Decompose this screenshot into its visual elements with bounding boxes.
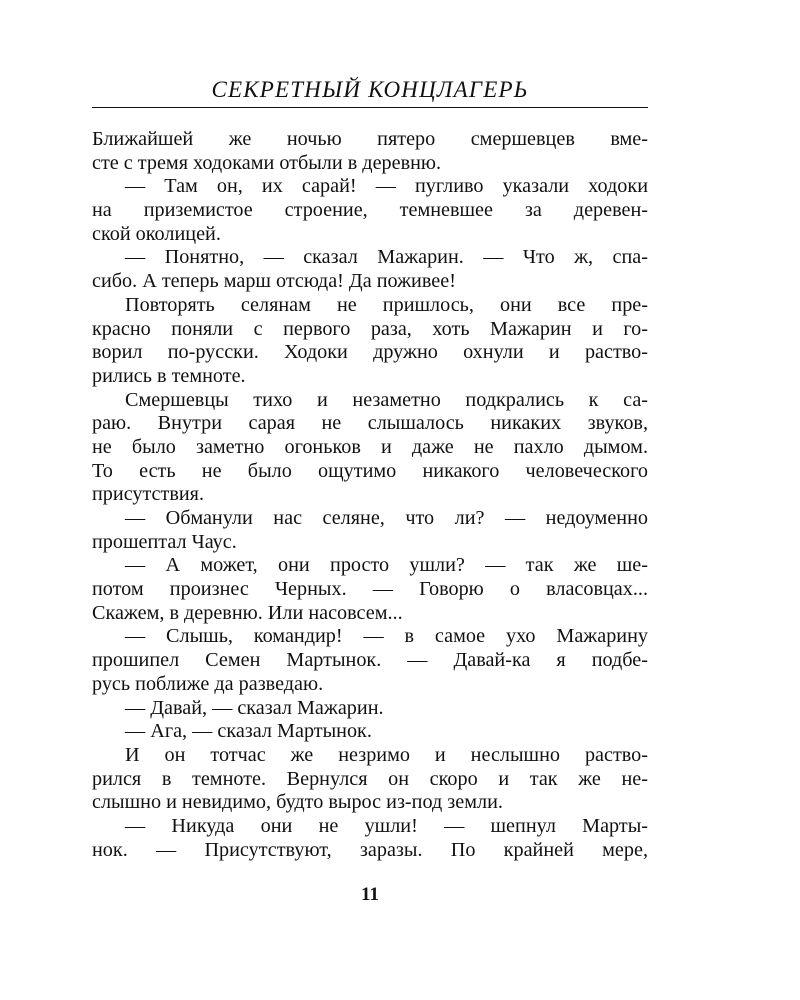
text-line: рился в темноте. Вернулся он скоро и так же не- (92, 767, 648, 790)
text-line: — Слышь, командир! — в самое ухо Мажарину (125, 625, 648, 648)
text-line: раю. Внутри сарая не слышалось никаких звуков, (92, 412, 648, 435)
text-line: сибо. А теперь марш отсюда! Да поживее! (92, 270, 456, 293)
text-line: Ближайшей же ночью пятеро смершевцев вме- (92, 128, 648, 150)
text-line: — Давай, — сказал Мажарин. (125, 696, 384, 719)
running-header: СЕКРЕТНЫЙ КОНЦЛАГЕРЬ (211, 77, 529, 102)
text-line: — Там он, их сарай! — пугливо указали ходоки (125, 175, 648, 198)
text-line: — Ага, — сказал Мартынок. (125, 720, 372, 743)
text-line: присутствия. (92, 483, 205, 506)
text-line: потом произнес Черных. — Говорю о власовцах... (92, 578, 648, 601)
text-line: прошипел Семен Мартынок. — Давай-ка я подбе- (92, 649, 648, 672)
text-line: русь поближе да разведаю. (92, 672, 324, 695)
text-line: Смершевцы тихо и незаметно подкрались к са- (125, 388, 648, 411)
text-line: — Понятно, — сказал Мажарин. — Что ж, спа- (125, 246, 648, 269)
text-line: ской околицей. (92, 222, 221, 245)
text-line: нок. — Присутствуют, заразы. По крайней мере, (92, 838, 648, 861)
page-number: 11 (361, 884, 379, 905)
text-line: на приземистое строение, темневшее за деревен- (92, 199, 648, 222)
body-text (92, 128, 648, 862)
text-line: Повторять селянам не пришлось, они все пре- (125, 293, 648, 316)
text-line: не было заметно огоньков и даже не пахло дымом. (92, 435, 648, 458)
text-line: прошептал Чаус. (92, 530, 237, 553)
text-line: слышно и невидимо, будто вырос из-под земли. (92, 791, 503, 814)
text-line: И он тотчас же незримо и неслышно раство- (125, 743, 648, 766)
text-line: сте с тремя ходоками отбыли в деревню. (92, 151, 442, 174)
text-line: Скажем, в деревню. Или насовсем... (92, 601, 403, 624)
header-rule (92, 107, 648, 108)
text-line: — А может, они просто ушли? — так же ше- (125, 554, 648, 577)
text-line: ворил по-русски. Ходоки дружно охнули и раство- (92, 341, 648, 364)
text-line: — Обманули нас селяне, что ли? — недоуменно (125, 507, 648, 529)
text-line: То есть не было ощутимо никакого человеческого (92, 459, 648, 482)
text-line: красно поняли с первого раза, хоть Мажарин и го- (92, 317, 648, 340)
text-line: — Никуда они не ушли! — шепнул Марты- (125, 814, 648, 837)
text-line: рились в темноте. (92, 364, 246, 387)
